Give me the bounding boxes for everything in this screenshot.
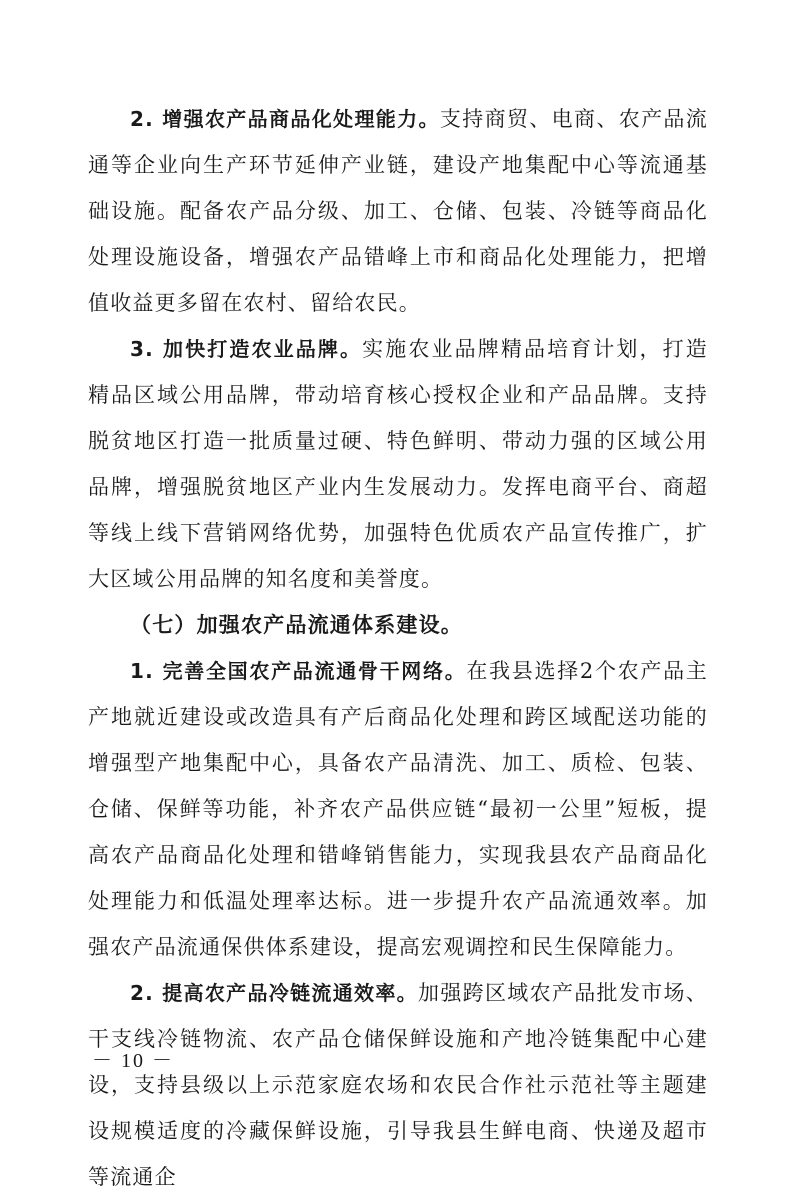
paragraph-lead: 2. 提高农产品冷链流通效率。 <box>130 981 418 1005</box>
paragraph-text: 在我县选择2个农产品主产地就近建设或改造具有产后商品化处理和跨区域配送功能的增强型产地集配中心，具备农产品清洗、加工、质检、包装、仓储、保鲜等功能，补齐农产品供应链“最初一公里”短板，提高农产品商品化处理和错峰销售能力，实现我县农产品商品化处理能力和低温处理率达标。进一步提升农产品流通效率。加强农产品流通保供体系建设，提高宏观调控和民生保障能力。 <box>88 659 708 959</box>
paragraph-lead: 1. 完善全国农产品流通骨干网络。 <box>130 659 467 683</box>
paragraph-lead: 2. 增强农产品商品化处理能力。 <box>130 107 440 131</box>
paragraph-text: 支持商贸、电商、农产品流通等企业向生产环节延伸产业链，建设产地集配中心等流通基础设施。配备农产品分级、加工、仓储、包装、冷链等商品化处理设施设备，增强农产品错峰上市和商品化处理能力，把增值收益更多留在农村、留给农民。 <box>88 107 708 315</box>
paragraph-cold-chain <box>88 970 708 1200</box>
paragraph-commercialization <box>88 96 708 326</box>
paragraph-text: 实施农业品牌精品培育计划，打造精品区域公用品牌，带动培育核心授权企业和产品品牌。支持脱贫地区打造一批质量过硬、特色鲜明、带动力强的区域公用品牌，增强脱贫地区产业内生发展动力。发挥电商平台、商超等线上线下营销网络优势，加强特色优质农产品宣传推广，扩大区域公用品牌的知名度和美誉度。 <box>88 337 708 591</box>
paragraph-agri-brand <box>88 326 708 602</box>
paragraph-text: 加强跨区域农产品批发市场、干支线冷链物流、农产品仓储保鲜设施和产地冷链集配中心建设，支持县级以上示范家庭农场和农民合作社示范社等主题建设规模适度的冷藏保鲜设施，引导我县生鲜电商、快递及超市等流通企 <box>88 981 708 1189</box>
paragraph-lead: 3. 加快打造农业品牌。 <box>130 337 363 361</box>
document-body <box>88 96 708 1200</box>
paragraph-backbone-network <box>88 648 708 970</box>
page-number: － 10 － <box>92 1050 174 1072</box>
section-heading: （七）加强农产品流通体系建设。 <box>130 613 463 637</box>
